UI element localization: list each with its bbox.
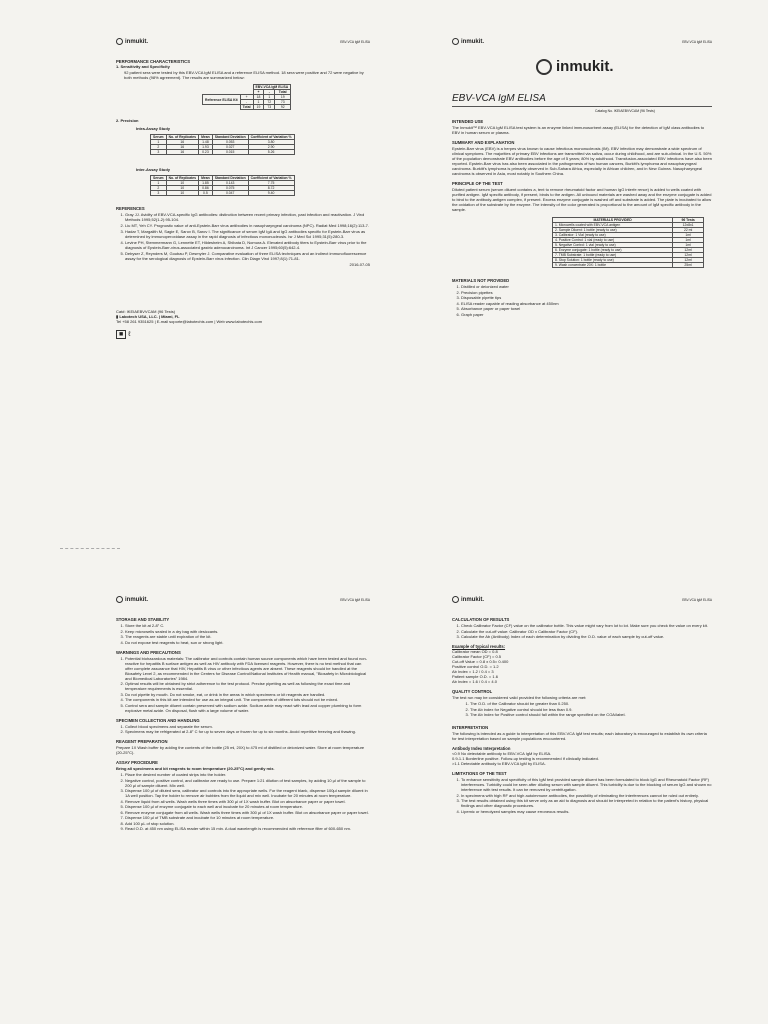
specimen-list bbox=[116, 724, 370, 735]
cell: 8. Stop Solution: 1 bottle (ready to use) bbox=[553, 258, 673, 263]
ab-title: Antibody Index Interpretation bbox=[452, 746, 511, 751]
cell: 25ml bbox=[673, 263, 704, 268]
cell: 6. Enzyme conjugate: 1 bottle (ready to use) bbox=[553, 248, 673, 253]
perf-title: PERFORMANCE CHARACTERISTICS bbox=[116, 59, 190, 64]
list-item: 1. Collect blood specimens and separate the serum. bbox=[125, 724, 370, 729]
calc-title: CALCULATION OF RESULTS bbox=[452, 617, 510, 622]
list-item: 5. Absorbance paper or paper towel bbox=[461, 306, 712, 311]
ivd-icon: ■ bbox=[116, 330, 126, 339]
col-header: No. of Replicates bbox=[166, 176, 199, 181]
cell: 19 bbox=[253, 105, 264, 110]
list-item: 2. Precision pipettes bbox=[461, 290, 712, 295]
col-header: Serum bbox=[151, 176, 167, 181]
header-ref: EBV-VCA IgM ELISA bbox=[340, 40, 370, 44]
list-item: 1. Check Calibrator Factor (CF) value on the calibrator bottle. This value might vary from lot to lot. Make sure you check the value on every kit. bbox=[461, 623, 712, 628]
contact-line: Tel +58 261 9351625 | E-mail soporte@labotechis.com | Web www.labotechis.com bbox=[116, 319, 263, 324]
cell: 2 bbox=[151, 186, 167, 191]
cell: 0.027 bbox=[212, 145, 248, 150]
intended-text: The Inmukit™ EBV-VCA IgM ELISA test system is an enzyme linked immunosorbent assay (ELISA) for the detection of IgM class antibodies to EBV in human serum or plasma. bbox=[452, 125, 705, 135]
page-2 bbox=[384, 0, 768, 512]
cell: + bbox=[240, 95, 253, 100]
header-ref: EBV-VCA IgM ELISA bbox=[682, 40, 712, 44]
cell: 0.86 bbox=[199, 186, 213, 191]
limits-list bbox=[452, 777, 712, 814]
list-item: >1.1 Detectable antibody to EBV-VCA IgM by ELISA. bbox=[452, 761, 546, 766]
list-item: 1. Place the desired number of coated strips into the holder. bbox=[125, 772, 370, 777]
ab-list bbox=[452, 751, 712, 766]
cell: 0.23 bbox=[199, 150, 213, 155]
calc-list bbox=[452, 623, 712, 639]
page-1 bbox=[0, 0, 384, 512]
list-item: 6. Graph paper bbox=[461, 312, 712, 317]
list-item: 1. To enhance sensitivity and specificity of this IgM test provided sample diluent has been formulated to block IgG and Rheumatoid Factor (RF) interferences. Turbidity could be seen after diluting serum with sample diluent. This turbidity is due to the blocking of serum IgG and shown no interference with test results. It can be removed by centrifugation. bbox=[461, 777, 712, 792]
summary-text: Epstein-Barr virus (EBV) is a herpes virus known to cause infectious mononucleosis (IM). EBV infection may demonstrate a wide spectrum of clinical symptoms. The majorities of primary EBV infections are transmitted via saliva, occur during childhood, and are sub-clinical. In the U.S. 50% of the population demonstrate EBV antibodies before the age of 5 years; 80% by adulthood. Transfusion-associated EBV infections have also been reported. Epstein-Barr virus has also been associated in the pathogenesis of two human cancers, Burkitt's lymphoma and nasopharyngeal carcinoma. Burkitt's lymphoma is primarily observed in Sub-Sahara Africa, especially in African children, and in New Guinea. Nasopharyngeal carcinoma is observed in Asia, most notably in Southern China. bbox=[452, 146, 712, 176]
divider bbox=[452, 106, 712, 107]
list-item: 0.9-1.1 Borderline positive. Follow-up testing is recommended if clinically indicated. bbox=[452, 756, 599, 761]
interp-text: The following is intended as a guide to interpretation of this EBV-VCA IgM test results; each laboratory is encouraged to establish its own criteria for test interpretation based on sample populations encountered. bbox=[452, 731, 707, 741]
cell: 8.72 bbox=[248, 186, 294, 191]
materials-table bbox=[552, 217, 704, 268]
list-item: 5. Control sera and sample diluent contain preserved with sodium azide. Sodium azide may react with lead and copper plumbing to form explosive metal azide. On disposal, flush with a large volume of water. bbox=[125, 703, 370, 713]
signature-icon: ℓ bbox=[128, 331, 131, 338]
col-header: - bbox=[264, 90, 275, 95]
table-row bbox=[553, 263, 704, 268]
list-item: Ab Index = 1.6 / 0.4 = 4.0 bbox=[452, 679, 497, 684]
cell: 0.047 bbox=[212, 191, 248, 196]
cell: 2 bbox=[151, 145, 167, 150]
cell: 2. Sample Diluent: 1 bottle (ready to use) bbox=[553, 228, 673, 233]
cell: 1 bbox=[253, 100, 264, 105]
company-name: Labotech USA, LLC. | Miami, FL bbox=[119, 314, 180, 319]
precision-title: 2. Precision bbox=[116, 118, 139, 123]
inter-assay-table bbox=[150, 175, 295, 196]
list-item: Ab Index = 1.2 / 0.4 = 3 bbox=[452, 669, 494, 674]
list-item: 2. Specimens may be refrigerated at 2-8° C for up to seven days or frozen for up to six months. Avoid repetitive freezing and thawing. bbox=[125, 729, 370, 734]
sens-text: 92 patient sera were tested by this EBV-VCA IgM ELISA and a reference ELISA method. 18 sera were positive and 72 were negative by both methods (98% agreement). The results are summarized below: bbox=[124, 70, 364, 80]
cell: 1 bbox=[264, 95, 275, 100]
cell: 2.90 bbox=[248, 145, 294, 150]
page-header bbox=[116, 596, 370, 608]
cell: 1ml bbox=[673, 243, 704, 248]
logo-icon bbox=[536, 59, 552, 75]
cell: 10 bbox=[166, 181, 199, 186]
logo-icon bbox=[116, 38, 123, 45]
list-item: Calibrator Factor (CF) = 0.5 bbox=[452, 654, 502, 659]
cell: 1ml bbox=[673, 238, 704, 243]
cell: 22 ml bbox=[673, 228, 704, 233]
limits-title: LIMITATIONS OF THE TEST bbox=[452, 771, 507, 776]
cell: 19 bbox=[275, 95, 291, 100]
cell: 12ml bbox=[673, 258, 704, 263]
list-item: 2. Keep microwells sealed in a dry bag with desiccants. bbox=[125, 629, 370, 634]
list-item: 8. Add 100 µL of stop solution. bbox=[125, 821, 370, 826]
cell: 18 bbox=[253, 95, 264, 100]
inter-title: Inter-Assay Study bbox=[136, 167, 171, 172]
sensitivity-table bbox=[202, 84, 291, 110]
warnings-list bbox=[116, 656, 370, 713]
col-header: Mean bbox=[199, 176, 213, 181]
list-item: 3. The test results obtained using this kit serve only as an aid to diagnosis and should be interpreted in relation to the patient's history, physical findings and other diagnostic procedures. bbox=[461, 798, 712, 808]
list-item: 3. The reagents are stable until expiration of the kit. bbox=[125, 634, 370, 639]
cell: 12ml bbox=[673, 253, 704, 258]
cell: 5.26 bbox=[248, 150, 294, 155]
list-item: 4. ELISA reader capable of reading absorbance at 450nm bbox=[461, 301, 712, 306]
cell: 7. TMB Substrate: 1 bottle (ready to use) bbox=[553, 253, 673, 258]
list-item: 5. Dispense 100 µl of enzyme conjugate to each well and incubate for 20 minutes at room temperature. bbox=[125, 804, 370, 809]
list-item: 3. Calculate the Ab (Antibody) Index of each determination by dividing the O.D. value of each sample by cut-off value. bbox=[461, 634, 712, 639]
page-header bbox=[116, 38, 370, 50]
cell: 3 bbox=[151, 191, 167, 196]
cell: 12ml bbox=[673, 248, 704, 253]
list-item: 2. In specimens with high RF and high autoimmune antibodies, the possibility of eliminating the interferences cannot be ruled out entirely. bbox=[461, 793, 712, 798]
cell: 1. Microwells coated with EBV-VCA antigen bbox=[553, 223, 673, 228]
list-item: 4. Remove liquid from all wells. Wash wells three times with 300 µl of 1X wash buffer. Blot on absorbance paper or paper towel. bbox=[125, 799, 370, 804]
not-provided-list bbox=[452, 284, 712, 317]
cell: 72 bbox=[264, 100, 275, 105]
list-item: 2. Negative control, positive control, and calibrator are ready to use. Prepare 1:21 dilution of test samples, by adding 10 µl of the sample to 200 µl of sample diluent. Mix well. bbox=[125, 778, 370, 788]
cell: 3 bbox=[151, 150, 167, 155]
brand-logo bbox=[116, 38, 148, 45]
brand-name: inmukit. bbox=[461, 596, 485, 603]
col-header: 96 Tests bbox=[673, 218, 704, 223]
page-header bbox=[452, 596, 712, 608]
qc-intro: The test run may be considered valid provided the following criteria are met: bbox=[452, 695, 587, 700]
header-ref: EBV-VCA IgM ELISA bbox=[682, 598, 712, 602]
cell: 3. Calibrator: 1 Vial (ready to use) bbox=[553, 233, 673, 238]
cell: 12x8x1 bbox=[673, 223, 704, 228]
list-item: 9. Read O.D. at 450 nm using ELISA reader within 15 min. A dual wavelength is recommended with reference filter of 600-650 nm. bbox=[125, 826, 370, 831]
assay-title: ASSAY PROCEDURE bbox=[116, 760, 158, 765]
page-header bbox=[452, 38, 712, 50]
table-header-row bbox=[151, 135, 295, 140]
cell: 16 bbox=[166, 140, 199, 145]
cell: - bbox=[240, 100, 253, 105]
assay-list bbox=[116, 772, 370, 831]
list-item: 3. The Ab Index for Positive control should fall within the range specified on the COA/label. bbox=[470, 712, 712, 717]
cell: 1 bbox=[151, 140, 167, 145]
summary-title: SUMMARY AND EXPLANATION bbox=[452, 140, 515, 145]
example-title: Example of typical results: bbox=[452, 644, 506, 649]
list-item: 4. The components in this kit are intended for use as an integral unit. The components of different lots should not be mixed. bbox=[125, 697, 370, 702]
cell: 0.143 bbox=[212, 181, 248, 186]
reagent-title: REAGENT PREPARATION bbox=[116, 739, 168, 744]
brand-name: inmukit. bbox=[125, 596, 149, 603]
brand-name: inmukit. bbox=[556, 58, 614, 75]
cell: 4. Positive Control: 1 vial (ready to use) bbox=[553, 238, 673, 243]
catalog-number: Cat#: IKEIAEBVVCAM (96 Tests) bbox=[116, 309, 176, 314]
brand-name: inmukit. bbox=[125, 38, 149, 45]
cell: 9.40 bbox=[248, 191, 294, 196]
list-item: 2. Calculate the cut-off value: Calibrator OD x Calibrator Factor (CF). bbox=[461, 629, 712, 634]
list-item: Calibrator mean OD = 0.8 bbox=[452, 649, 498, 654]
table-row bbox=[151, 191, 295, 196]
col-header: + bbox=[253, 90, 264, 95]
cell: 0.015 bbox=[212, 150, 248, 155]
cell: 9. Wash concentrate 20X: 1 bottle bbox=[553, 263, 673, 268]
principle-title: PRINCIPLE OF THE TEST bbox=[452, 181, 503, 186]
brand-logo bbox=[452, 38, 484, 45]
intra-assay-table bbox=[150, 134, 295, 155]
cell: 5. Negative Control: 1 vial (ready to use) bbox=[553, 243, 673, 248]
list-item: 2. Optimal results will be obtained by strict adherence to the test protocol. Precise pipetting as well as following the exact time and temperature requirements is essential. bbox=[125, 681, 370, 691]
list-item: <0.9 No detectable antibody to EBV-VCA IgM by ELISA. bbox=[452, 751, 552, 756]
brand-name: inmukit. bbox=[461, 38, 485, 45]
header-ref: EBV-VCA IgM ELISA bbox=[340, 598, 370, 602]
brand-logo bbox=[452, 596, 484, 603]
intra-title: Intra-Assay Study bbox=[136, 126, 171, 131]
col-header: Serum bbox=[151, 135, 167, 140]
company-line: ▮ Labotech USA, LLC. | Miami, FL bbox=[116, 314, 180, 319]
intended-title: INTENDED USE bbox=[452, 119, 484, 124]
list-item: Positive control O.D. = 1.2 bbox=[452, 664, 499, 669]
qc-list bbox=[452, 701, 712, 717]
cell: 1.93 bbox=[199, 145, 213, 150]
references-title: REFERENCES bbox=[116, 206, 145, 211]
doc-date: 2016-07-05 bbox=[349, 262, 370, 267]
sens-title: 1. Sensitivity and Specificity bbox=[116, 64, 170, 69]
cell: 16 bbox=[166, 145, 199, 150]
list-item: 3. Disposable pipette tips bbox=[461, 295, 712, 300]
logo-icon bbox=[452, 596, 459, 603]
cell: 73 bbox=[275, 100, 291, 105]
list-item: 3. Dispense 100 µl of diluted sera, calibrator and controls into the appropriate wells. For the reagent blank, dispense 100µl sample diluent in 1A well position. Tap the holder to remove air bubbles from the liquid and mix well. Incubate for 20 minutes at room temperature. bbox=[125, 788, 370, 798]
principle-text: Diluted patient serum (serum diluent contains a, tent to remove rheumatoid factor and human IgG interfe rence) is added to wells coated with purified antigen. IgM specific antibody, if present, binds to the antigen. All unbound materials are washed away and the enzyme conjugate is added to bind to the antibody-antigen complex, if present. Excess enzyme conjugate is washed off and substrate is added. The plate is incubated to allow the oxidation of the substrate by the enzyme. The intensity of the color generated is proportional to the amount of IgM specific antibody in the sample. bbox=[452, 187, 712, 212]
brand-logo bbox=[116, 596, 148, 603]
reagent-text: Prepare 1X Wash buffer by adding the contents of the bottle (25 ml, 20X) to 475 ml of distilled or deionized water. Store at room temperature (20-25°C). bbox=[116, 745, 365, 755]
cell: 1ml bbox=[673, 233, 704, 238]
specimen-title: SPECIMEN COLLECTION AND HANDLING bbox=[116, 717, 200, 723]
col-header: Total bbox=[275, 90, 291, 95]
page-4 bbox=[384, 512, 768, 1024]
cell: 73 bbox=[264, 105, 275, 110]
list-item: 3. Do not pipette by mouth. Do not smoke, eat, or drink in the areas in which specimens or kit reagents are handled. bbox=[125, 692, 370, 697]
cell: 16 bbox=[166, 150, 199, 155]
fold-mark bbox=[60, 548, 120, 549]
row-label: Reference ELISA Kit bbox=[203, 95, 241, 105]
list-item: 4. Lipemic or hemolyzed samples may cause erroneous results. bbox=[461, 809, 712, 814]
table-header-row bbox=[151, 176, 295, 181]
list-item: 1. The O.D. of the Calibrator should be greater than 0.250. bbox=[470, 701, 712, 706]
cell: 1 bbox=[151, 181, 167, 186]
col-header: Coefficient of Variation % bbox=[248, 135, 294, 140]
list-item: 1. Potential biohazardous materials: The calibrator and controls contain human source components which have been tested and found non-reactive for hepatitis B surface antigen as well as HIV antibody with FDA licensed reagents. However, there is no test method that can offer complete assurance that HIV, Hepatitis B virus or other infectious agents are absent. These reagents should be handled at the Biosafety Level 2, as recommended in the Centers for Disease Control/National Institutes of Health manual, "Biosafety in Microbiological and Biomedical Laboratories" 1984. bbox=[125, 656, 370, 681]
cell: 0.5 bbox=[199, 191, 213, 196]
list-item: 2. Liu MT, Yeh CY. Prognostic value of anti-Epstein-Barr virus antibodies in nasopharyngeal carcinoma (NPC). Radiat Med 1998;16(2):113-7. bbox=[125, 223, 370, 228]
list-item: 1. Gray JJ. Avidity of EBV-VCA-specific IgG antibodies: distinction between recent primary infection, past infection and reactivation. J Virol Methods 1995;52(1-2):95-104. bbox=[125, 212, 370, 222]
cell: Total bbox=[240, 105, 253, 110]
cell: 0.053 bbox=[212, 140, 248, 145]
example-list bbox=[452, 649, 712, 684]
interp-title: INTERPRETATION bbox=[452, 725, 489, 730]
catalog-number: Catalog No. IKEIAEBVVCAM (96 Tests) bbox=[595, 109, 655, 113]
col-header: Mean bbox=[199, 135, 213, 140]
cell: 92 bbox=[275, 105, 291, 110]
cell: 0.075 bbox=[212, 186, 248, 191]
list-item: 3. Hadar T, Margalith M, Sagie E, Sarov B, Sarov I. The significance of serum IgM IgA and IgG antibodies specific for Epstein-Barr virus as determined by immunoperoxidase assay in the rapid diagnosis of infectious mononucleosis. Isr J Med Sci 1995;31(5):280-3. bbox=[125, 229, 370, 239]
storage-title: STORAGE AND STABILITY bbox=[116, 617, 170, 622]
list-item: Cut-off Value = 0.8 x 0.5= 0.400 bbox=[452, 659, 509, 664]
list-item: 1. Store the kit at 2-8° C. bbox=[125, 623, 370, 628]
large-brand-logo bbox=[536, 58, 614, 75]
kit-title: EBV-VCA IgM ELISA bbox=[452, 93, 546, 104]
list-item: Patient sample O.D. = 1.6 bbox=[452, 674, 498, 679]
col-header: MATERIALS PROVIDED bbox=[553, 218, 673, 223]
symbols bbox=[116, 332, 370, 337]
cell: 1.48 bbox=[199, 140, 213, 145]
list-item: 4. Do not expose test reagents to heat, sun or strong light. bbox=[125, 640, 370, 645]
cell: 10 bbox=[166, 191, 199, 196]
list-item: 5. Debyser Z, Reynders M, Goubau P, Desmyter J. Comparative evaluation of three ELISA techniques and an indirect immunofluorescence assay for the serological diagnosis of Epstein-Barr virus infection. Clin Diagn Virol 1997;8(1):71-81. bbox=[125, 251, 370, 261]
table-row bbox=[151, 150, 295, 155]
page-3 bbox=[0, 512, 384, 1024]
logo-icon bbox=[452, 38, 459, 45]
col-header: Standard Deviation bbox=[212, 176, 248, 181]
table-row bbox=[203, 105, 291, 110]
not-provided-title: MATERIALS NOT PROVIDED bbox=[452, 278, 510, 283]
warnings-title: WARNINGS AND PRECAUTIONS bbox=[116, 649, 181, 655]
cell: 10 bbox=[166, 186, 199, 191]
qc-title: QUALITY CONTROL bbox=[452, 689, 493, 694]
cell: 1.85 bbox=[199, 181, 213, 186]
list-item: 6. Remove enzyme conjugate from all wells. Wash wells three times with 300 µl of 1X wash buffer. Blot on absorbance paper or paper towel. bbox=[125, 810, 370, 815]
assay-intro: Bring all specimens and kit reagents to room temperature (20-25°C) and gently mix. bbox=[116, 766, 275, 771]
col-header: Standard Deviation bbox=[212, 135, 248, 140]
col-header: No. of Replicates bbox=[166, 135, 199, 140]
logo-icon bbox=[116, 596, 123, 603]
cell: 3.80 bbox=[248, 140, 294, 145]
references-list bbox=[116, 212, 370, 261]
list-item: 7. Dispense 100 µl of TMB substrate and incubate for 10 minutes at room temperature. bbox=[125, 815, 370, 820]
col-header: Coefficient of Variation % bbox=[248, 176, 294, 181]
list-item: 1. Distilled or deionized water bbox=[461, 284, 712, 289]
table-header: EBV-VCA IgM ELISA bbox=[253, 85, 291, 90]
cell: 7.75 bbox=[248, 181, 294, 186]
storage-list bbox=[116, 623, 370, 645]
list-item: 2. The Ab index for Negative control should be less than 0.9. bbox=[470, 707, 712, 712]
list-item: 4. Levine PH, Stemmermann G, Lennette ET, Hildesheim A, Shibata D, Nomura A. Elevated antibody titers to Epstein-Barr virus prior to the diagnosis of Epstein-Barr-virus-associated gastric adenocarcinoma. Int J Cancer 1995;60(5):642-4. bbox=[125, 240, 370, 250]
